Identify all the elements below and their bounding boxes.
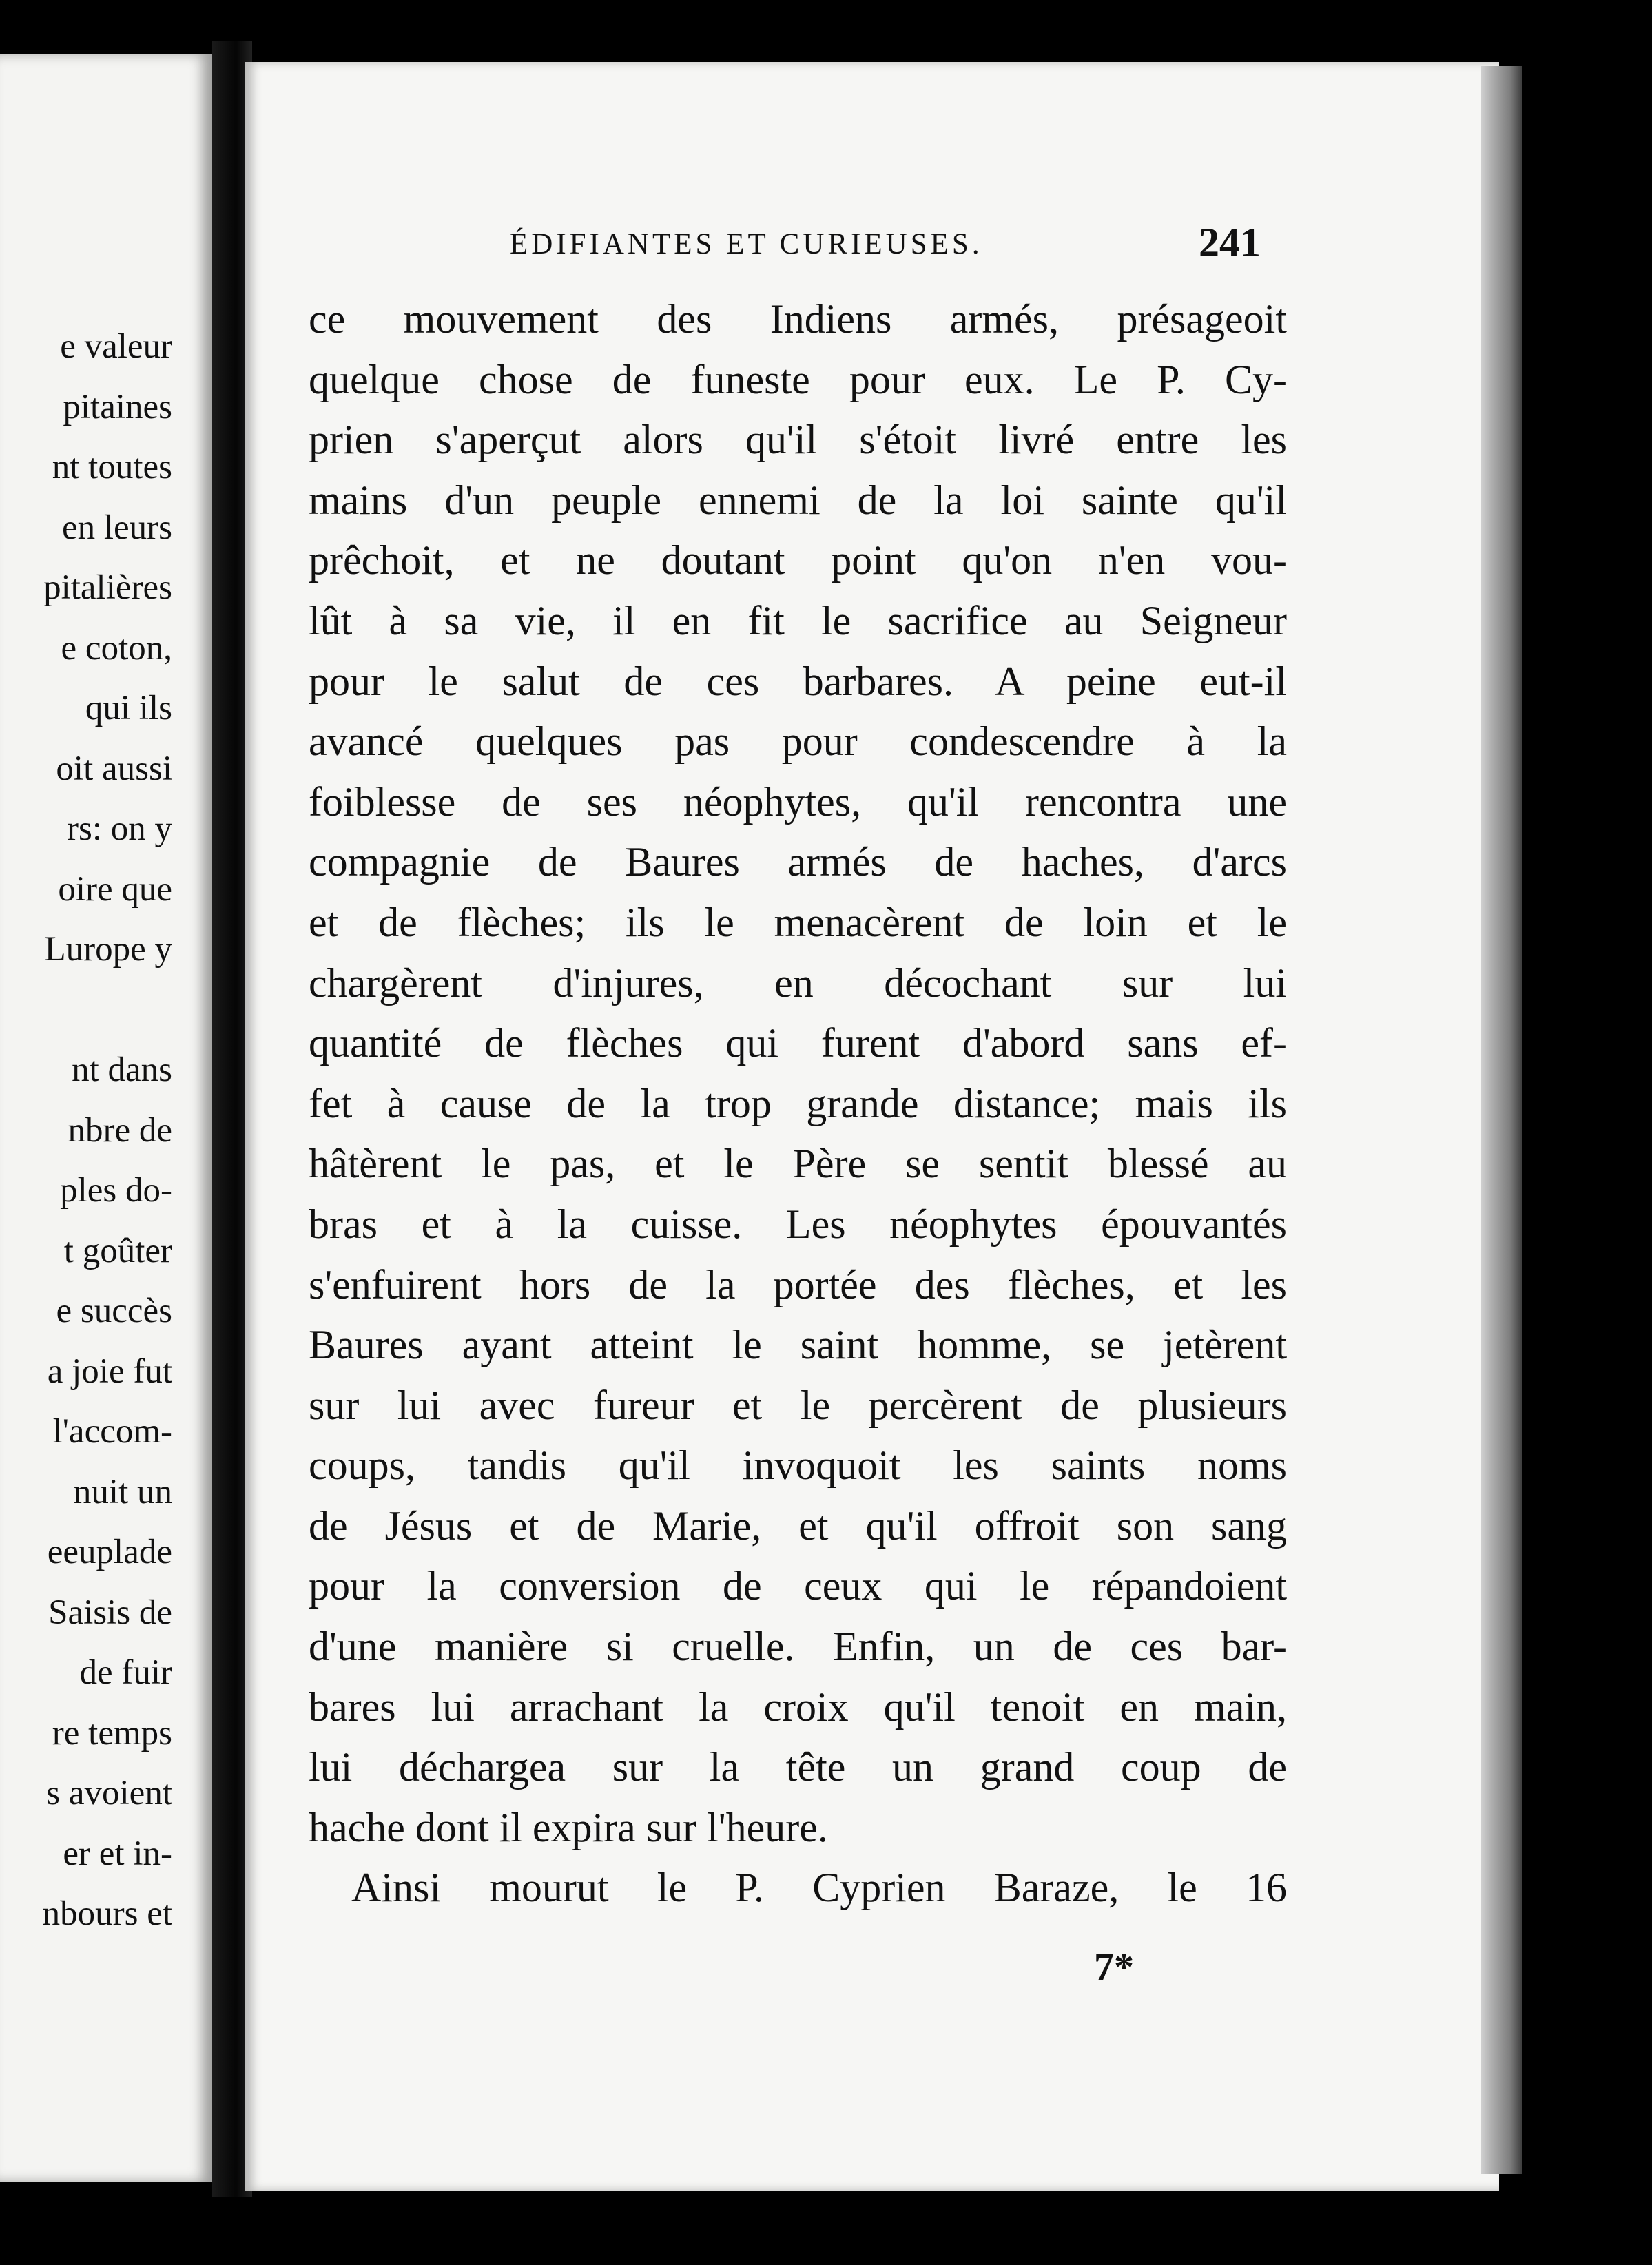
left-line: e succès <box>56 1292 172 1330</box>
text-line: pour le salut de ces barbares. A peine eut-il <box>309 658 1287 704</box>
left-line-gap <box>43 980 172 1041</box>
text-line: chargèrent d'injures, en décochant sur lui <box>309 960 1287 1006</box>
left-line: nbre de <box>68 1110 172 1150</box>
text-line: foiblesse de ses néophytes, qu'il rencontra une <box>309 778 1287 825</box>
left-line: rs: on y <box>67 809 172 848</box>
text-line: s'enfuirent hors de la portée des flèches, et les <box>309 1261 1287 1307</box>
text-line: Ainsi mourut le P. Cyprien Baraze, le 16 <box>351 1865 1287 1911</box>
running-head: ÉDIFIANTES ET CURIEUSES. <box>510 228 983 260</box>
left-line: l'accom- <box>52 1412 172 1451</box>
left-line: a joie fut <box>47 1352 172 1391</box>
text-line: compagnie de Baures armés de haches, d'arcs <box>309 839 1287 885</box>
text-line: lui déchargea sur la tête un grand coup de <box>309 1744 1287 1790</box>
text-line: Baures ayant atteint le saint homme, se jetèrent <box>309 1322 1287 1368</box>
body-text <box>309 289 1287 1918</box>
text-line: avancé quelques pas pour condescendre à la <box>309 718 1287 765</box>
left-line: er et in- <box>63 1834 172 1873</box>
text-line: ce mouvement des Indiens armés, présageoit <box>309 296 1287 342</box>
page-edge <box>1481 66 1522 2174</box>
text-line: d'une manière si cruelle. Enfin, un de ces bar- <box>309 1624 1287 1670</box>
text-line: de Jésus et de Marie, et qu'il offroit son sang <box>309 1502 1287 1549</box>
left-line: en leurs <box>61 508 172 547</box>
left-line: ples do- <box>60 1171 172 1210</box>
left-line: e valeur <box>60 327 172 366</box>
left-line: eeuplade <box>47 1533 172 1571</box>
left-line: pitaines <box>63 387 172 426</box>
left-line: oire que <box>58 869 172 909</box>
left-line: de fuir <box>79 1653 172 1692</box>
page-edge-shadow <box>1522 55 1652 2218</box>
text-line: pour la conversion de ceux qui le répandoient <box>309 1563 1287 1609</box>
text-line: lût à sa vie, il en fit le sacrifice au Seigneur <box>309 597 1287 643</box>
left-page-text <box>43 317 172 1945</box>
left-line: e coton, <box>61 628 172 668</box>
text-line: mains d'un peuple ennemi de la loi sainte qu'il <box>309 477 1287 523</box>
text-line: prien s'aperçut alors qu'il s'étoit livré entre les <box>309 417 1287 463</box>
signature-mark: 7* <box>1094 1945 1134 1989</box>
left-facing-page <box>0 54 212 2182</box>
left-line: nuit un <box>73 1472 172 1511</box>
text-line: quelque chose de funeste pour eux. Le P. Cy- <box>309 356 1287 402</box>
text-line: sur lui avec fureur et le percèrent de plusieurs <box>309 1382 1287 1428</box>
left-line: nbours et <box>42 1894 172 1933</box>
left-line: s avoient <box>46 1774 172 1812</box>
page-number: 241 <box>1199 220 1261 265</box>
left-line: re temps <box>52 1713 172 1752</box>
text-line: hâtèrent le pas, et le Père se sentit blessé au <box>309 1141 1287 1187</box>
left-line: qui ils <box>85 689 172 727</box>
left-line: pitalières <box>43 568 172 607</box>
text-line: quantité de flèches qui furent d'abord sans ef- <box>309 1020 1287 1066</box>
text-line: bras et à la cuisse. Les néophytes épouvantés <box>309 1201 1287 1247</box>
left-line: Saisis de <box>48 1593 172 1632</box>
left-line: oit aussi <box>56 749 172 788</box>
left-line: Lurope y <box>44 930 172 969</box>
left-line: nt dans <box>72 1051 172 1089</box>
text-line: prêchoit, et ne doutant point qu'on n'en vou- <box>309 537 1287 583</box>
text-line: fet à cause de la trop grande distance; mais ils <box>309 1080 1287 1126</box>
text-line: hache dont il expira sur l'heure. <box>309 1804 828 1850</box>
text-line: et de flèches; ils le menacèrent de loin et le <box>309 899 1287 945</box>
left-line: nt toutes <box>52 448 172 486</box>
text-line: bares lui arrachant la croix qu'il tenoit en main, <box>309 1684 1287 1730</box>
left-line: t goûter <box>63 1231 172 1270</box>
text-line: coups, tandis qu'il invoquoit les saints noms <box>309 1442 1287 1489</box>
